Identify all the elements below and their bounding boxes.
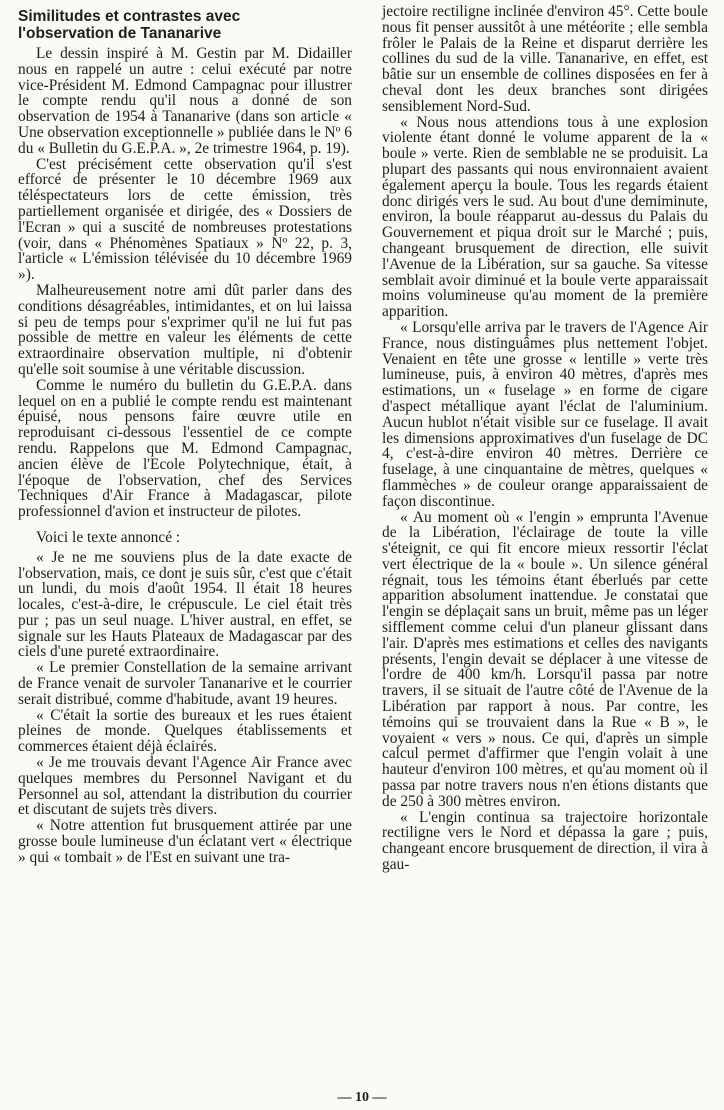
paragraph-quote: « Je me trouvais devant l'Agence Air France avec quelques membres du Personnel Navigant et du Personnel au sol, attendant la distribution du courrier et discutant de sujets très divers. <box>18 754 352 819</box>
article-title-line-1: Similitudes et contrastes avec <box>18 8 241 25</box>
paragraph: C'est précisément cette observation qu'il s'est efforcé de présenter le 10 décembre 1969 aux téléspectateurs lors de cette émission, très partiellement organisée et dirigée, des « Dossiers de l'Ecran » qui a suscité de nombreuses protestations (voir, dans « Phénomènes Spatiaux » Nº 22, p. 3, l'article « L'émission télévisée du 10 décembre 1969 »). <box>18 155 352 284</box>
paragraph-intro: Voici le texte annoncé : <box>36 528 181 546</box>
paragraph-quote: « Nous nous attendions tous à une explosion violente étant donné le volume apparent de la « boule » verte. Rien de semblable ne se produisit. La plupart des passants qui nous environnaient avaient également aperçu la boule. Tous les regards étaient donc dirigés vers le sud. Au bout d'une demiminute, environ, la boule réapparut au-dessus du Palais du Gouvernement et piqua droit sur le Marché ; puis, changeant brusquement de direction, elle suivit l'Avenue de la Libération, sur sa gauche. Sa vitesse semblait avoir diminué et la boule verte apparaissait moins volumineuse qu'au moment de la première apparition. <box>382 113 708 321</box>
paragraph-quote: « Le premier Constellation de la semaine arrivant de France venait de survoler Tananarive et le courrier serait distribué, comme d'habitude, avant 19 heures. <box>18 659 352 708</box>
paragraph-quote: « Notre attention fut brusquement attirée par une grosse boule lumineuse d'un éclatant vert « électrique » qui « tombait » de l'Est en suivant une tra- <box>18 817 352 866</box>
paragraph-quote: « C'était la sortie des bureaux et les rues étaient pleines de monde. Quelques établissements et commerces étaient déjà éclairés. <box>18 706 352 756</box>
paragraph-quote: « Je ne me souviens plus de la date exacte de l'observation, mais, ce dont je suis sûr, c'est que c'était un lundi, du mois d'août 1954. Il était 18 heures locales, c'est-à-dire, le crépuscule. Le ciel était très pur ; pas un seul nuage. L'hiver austral, en effet, se signale sur les Hauts Plateaux de Madagascar par des ciels d'une pureté extraordinaire. <box>18 548 352 661</box>
article-title-line-2: l'observation de Tananarive <box>18 25 222 42</box>
paragraph: Comme le numéro du bulletin du G.E.P.A. dans lequel on en a publié le compte rendu est maintenant épuisé, nous pensons faire œuvre utile en reproduisant ci-dessous l'essentiel de ce compte rendu. Rappelons que M. Edmond Campagnac, ancien élève de l'Ecole Polytechnique, était, à l'époque de l'observation, chef des Services Techniques d'Air France à Madagascar, pilote professionnel d'avion et instructeur de pilotes. <box>18 376 352 521</box>
paragraph-quote: « Au moment où « l'engin » emprunta l'Avenue de la Libération, l'éclairage de toute la ville s'éteignit, ce qui fit encore mieux ressortir l'éclat vert électrique de la « boule ». Un silence général régnait, tous les témoins étant éberlués par cette apparition absolument inattendue. Je constatai que l'engin se déplaçait sans un bruit, même pas un léger sifflement comme celui d'un planeur glissant dans l'air. D'après mes estimations et celles des navigants présents, l'engin devait se déplacer à une vitesse de l'ordre de 400 km/h. Lorsqu'il passa par notre travers, il se situait de l'autre côté de l'Avenue de la Libération par rapport à nous. Par contre, les témoins qui se trouvaient dans la Rue « B », le voyaient « vers » nous. Ce qui, d'après un simple calcul permet d'affirmer que l'engin volait à une hauteur d'environ 100 mètres, et qu'au moment où il passa par notre travers nous n'en étions distants que de 250 à 300 mètres environ. <box>382 508 708 810</box>
page-number: — 10 — <box>337 1090 387 1105</box>
paragraph: Le dessin inspiré à M. Gestin par M. Didailler nous en rappelé un autre : celui exécuté par notre vice-Président M. Edmond Campagnac pour illustrer le compte rendu qu'il nous a donné de son observation de 1954 à Tananarive (dans son article « Une observation exceptionnelle » publiée dans le Nº 6 du « Bulletin du G.E.P.A. », 2e trimestre 1964, p. 19). <box>18 45 352 157</box>
paragraph-quote: « Lorsqu'elle arriva par le travers de l'Agence Air France, nous distinguâmes plus nettement l'objet. Venaient en tête une grosse « lentille » verte très lumineuse, puis, à environ 40 mètres, d'après mes estimations, un « fuselage » en forme de cigare d'aspect métallique ayant l'éclat de l'aluminium. Aucun hublot n'était visible sur ce fuselage. Il avait les dimensions approximatives d'un fuselage de DC 4, c'est-à-dire environ 40 mètres. Derrière ce fuselage, à une cinquantaine de mètres, quelques « flammèches » de couleur orange apparaissaient de façon discontinue. <box>382 318 708 510</box>
right-column <box>382 4 708 873</box>
paragraph: Malheureusement notre ami dût parler dans des conditions désagréables, intimidantes, et on lui laissa si peu de temps pour s'exprimer qu'il ne lui fut pas possible de mettre en valeur les éléments de cette extraordinaire observation multiple, ni d'obtenir qu'elle soit soumise à une véritable discussion. <box>18 281 352 378</box>
paragraph-quote: « L'engin continua sa trajectoire horizontale rectiligne vers le Nord et dépassa la gare ; puis, changeant encore brusquement de direction, il vira à gau- <box>382 808 708 874</box>
left-column <box>18 8 352 866</box>
paragraph-continued: jectoire rectiligne inclinée d'environ 45°. Cette boule nous fit penser aussitôt à une météorite ; elle sembla frôler le Palais de la Reine et disparut derrière les collines du sud de la ville. Tananarive, en effet, est bâtie sur un ensemble de collines disposées en fer à cheval dont les deux branches sont dirigées sensiblement Nord-Sud. <box>382 3 708 115</box>
article-title <box>18 8 352 42</box>
